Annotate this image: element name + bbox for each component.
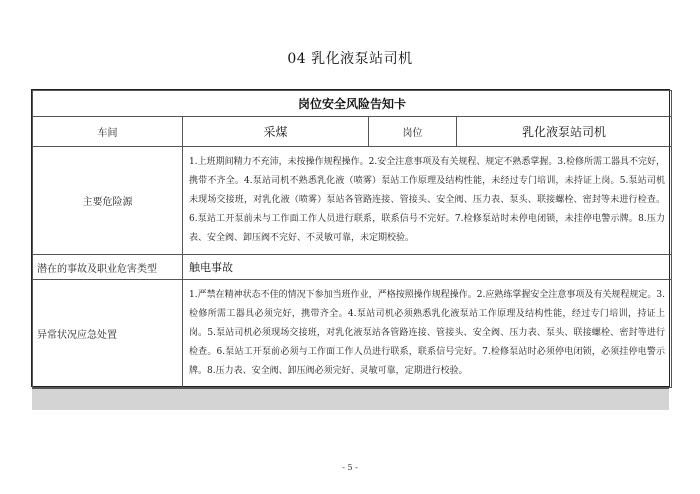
emergency-text: 1.严禁在精神状态不佳的情况下参加当班作业，严格按照操作规程操作。2.应熟练掌握安全注意事项及有关规程规定。3.检修所需工器具必须完好，携带齐全。4.泵站司机必须熟悉乳化液泵站工作原理及结构性能，经过专门培训，持证上岗。5.泵站司机必须现场交接班，对乳化液泵站各管路连接、管接头、安全阀、压力表、泵头、联接螺栓、密封等进行检查。6.泵站工开泵前必须与工作面工作人员进行联系，联系信号完好。7.检修泵站时必须停电闭锁，必须挂停电警示牌。8.压力表、安全阀、卸压阀必须完好、灵敏可靠，定期进行校验。 (183, 280, 672, 388)
post-value: 乳化液泵站司机 (457, 117, 672, 147)
accident-type-label: 潜在的事故及职业危害类型 (33, 255, 183, 280)
card-header-row (33, 91, 672, 117)
card-header: 岗位安全风险告知卡 (33, 91, 672, 117)
main-hazards-text: 1.上班期间精力不充沛，未按操作规程操作。2.安全注意事项及有关规程、规定不熟悉掌握。3.检修所需工器具不完好，携带不齐全。4.泵站司机不熟悉乳化液（喷雾）泵站工作原理及结构性能，未经过专门培训，未持证上岗。5.泵站司机未现场交接班，对乳化液（喷雾）泵站各管路连接、管接头、安全阀、压力表、泵头、联接螺栓、密封等未进行检查。6.泵站工开泵前未与工作面工作人员进行联系，联系信号不完好。7.检修泵站时未停电闭锁，未挂停电警示牌。8.压力表、安全阀、卸压阀不完好、不灵敏可靠，未定期校验。 (183, 147, 672, 255)
accident-type-row (33, 255, 672, 280)
risk-notice-card (31, 89, 670, 387)
workshop-row (33, 117, 672, 147)
page-number: - 5 - (342, 463, 358, 472)
emergency-label: 异常状况应急处置 (33, 280, 183, 388)
document-title: 04 乳化液泵站司机 (287, 51, 413, 67)
workshop-label: 车间 (33, 117, 183, 147)
risk-table (32, 90, 672, 388)
main-hazards-label: 主要危险源 (33, 147, 183, 255)
accident-type-value: 触电事故 (183, 255, 672, 280)
emergency-row (33, 280, 672, 388)
post-label: 岗位 (369, 117, 457, 147)
card-footer-bar (32, 388, 669, 410)
main-hazards-row (33, 147, 672, 255)
workshop-value: 采煤 (183, 117, 369, 147)
